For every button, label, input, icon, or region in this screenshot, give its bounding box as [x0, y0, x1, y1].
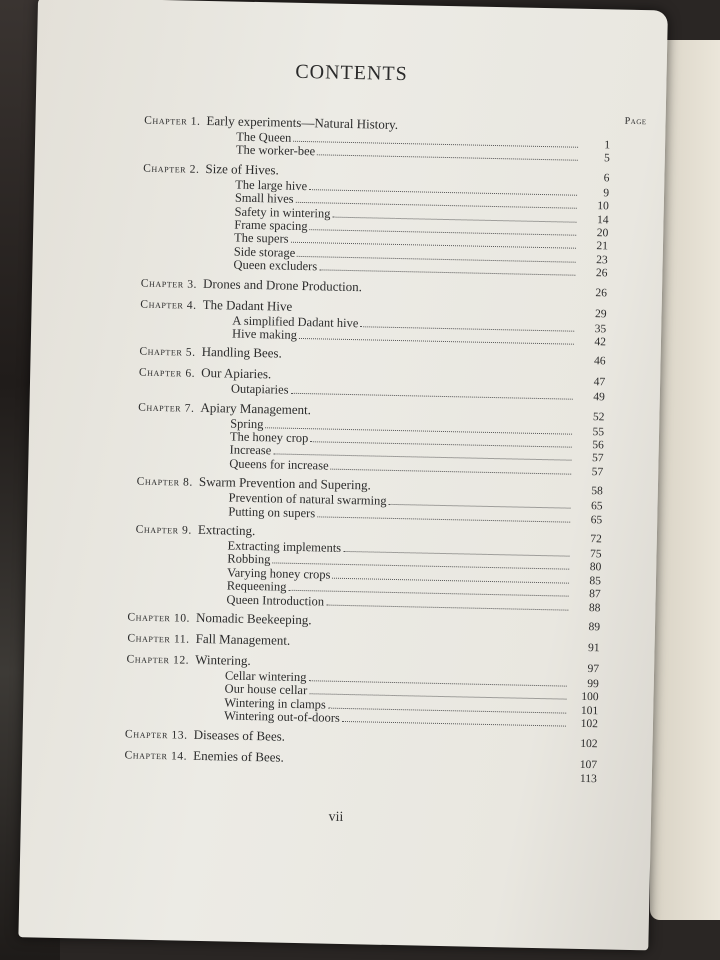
chapter-word: Chapter — [127, 611, 171, 625]
chapter-number: 7. — [184, 402, 195, 415]
chapter-label — [109, 677, 195, 679]
chapter-number: 13. — [171, 728, 188, 742]
chapter-number: 3. — [187, 278, 198, 291]
page-number: 65 — [590, 500, 603, 513]
page-number: 21 — [596, 240, 609, 253]
section-title: Extracting implements — [227, 538, 342, 555]
chapter-label — [118, 239, 204, 241]
page-number: 23 — [596, 253, 608, 267]
chapter-word: Chapter — [136, 475, 180, 489]
section-title: Prevention of natural swarming — [228, 490, 387, 509]
section-title: Queen excluders — [233, 257, 318, 274]
section-title: Increase — [229, 442, 272, 458]
spacer — [193, 773, 567, 781]
chapter-title: Early experiments—Natural History. — [206, 112, 399, 132]
page-number: 97 — [587, 663, 600, 676]
page-number: 6 — [603, 172, 610, 185]
chapter-word: Chapter — [124, 748, 168, 762]
page-number: 52 — [592, 410, 605, 424]
spacer — [311, 414, 574, 420]
chapter-label — [114, 438, 200, 440]
section-title: Frame spacing — [234, 217, 308, 234]
page-number: 46 — [593, 355, 606, 368]
page-number: 80 — [589, 561, 602, 574]
chapter-number: 9. — [181, 524, 193, 537]
chapter-number: 4. — [186, 299, 197, 312]
chapter-label — [113, 465, 199, 467]
section-title: Robbing — [227, 551, 271, 567]
page-title: CONTENTS — [295, 60, 408, 86]
chapter-number: 2. — [189, 163, 200, 176]
dot-leader — [326, 604, 568, 610]
section-title: The worker-bee — [235, 142, 316, 159]
chapter-label — [119, 213, 205, 215]
chapter-label — [114, 452, 200, 454]
page-number — [580, 133, 610, 134]
chapter-label — [108, 728, 194, 743]
spacer — [362, 291, 577, 296]
page-number: 49 — [593, 391, 605, 404]
page-number: 29 — [594, 307, 607, 320]
chapter-number: 12. — [172, 654, 190, 667]
section-title: Spring — [230, 416, 264, 431]
chapter-label — [116, 335, 202, 337]
chapter-label — [117, 266, 203, 268]
chapter-label — [114, 425, 200, 427]
page-number: 56 — [592, 439, 604, 452]
page-number: 99 — [587, 678, 599, 691]
chapter-title: Nomadic Beekeeping. — [195, 609, 312, 628]
chapter-label — [111, 560, 197, 562]
section-title: Our house cellar — [224, 681, 308, 698]
chapter-label — [120, 114, 206, 129]
chapter-word: Chapter — [135, 523, 179, 537]
chapter-title: The Dadant Hive — [202, 296, 293, 314]
page-number: 102 — [580, 718, 599, 731]
page-number: 35 — [594, 322, 607, 335]
page-number: 89 — [588, 621, 601, 634]
section-title: The supers — [233, 230, 289, 247]
chapter-number: 5. — [185, 346, 196, 360]
section-title: Queen Introduction — [226, 592, 325, 609]
chapter-title: Swarm Prevention and Supering. — [198, 474, 371, 493]
chapter-label — [117, 298, 203, 313]
chapter-label — [119, 186, 205, 188]
chapter-label — [109, 690, 195, 692]
chapter-label — [109, 653, 195, 668]
chapter-word: Chapter — [144, 114, 188, 128]
section-title: The Queen — [236, 129, 292, 145]
chapter-label — [119, 199, 205, 201]
page-number: 55 — [592, 425, 605, 439]
chapter-number: 8. — [182, 476, 194, 490]
page-number: 113 — [579, 772, 597, 785]
page-number: 101 — [580, 704, 599, 718]
chapter-label — [112, 513, 198, 515]
spacer — [282, 358, 576, 364]
section-title: Varying honey crops — [226, 565, 331, 582]
chapter-label — [110, 632, 196, 647]
section-title: Small hives — [234, 190, 294, 206]
section-title: Safety in wintering — [234, 204, 331, 221]
chapter-title: Apiary Management. — [200, 399, 312, 417]
chapter-label — [114, 401, 200, 416]
chapter-word: Chapter — [138, 401, 182, 415]
page-number: 1 — [604, 139, 611, 152]
chapter-label — [108, 717, 194, 719]
book-page — [18, 0, 668, 950]
page-number: 20 — [596, 227, 609, 240]
page-number: 42 — [594, 336, 607, 349]
chapter-label — [112, 547, 198, 549]
page-folio: vii — [328, 809, 344, 825]
chapter-label — [112, 523, 198, 538]
section-title: The large hive — [235, 177, 308, 193]
chapter-label — [116, 345, 202, 360]
chapter-label — [118, 253, 204, 255]
chapter-label — [107, 772, 193, 774]
dot-leader — [317, 516, 570, 522]
section-title: Wintering out-of-doors — [223, 708, 340, 726]
chapter-title: Enemies of Bees. — [193, 747, 285, 765]
chapter-title: Fall Management. — [195, 630, 291, 648]
page-number: 10 — [597, 200, 609, 213]
section-title: Requeening — [226, 578, 287, 594]
page-number: 85 — [589, 574, 602, 588]
dot-leader — [331, 468, 572, 474]
page-number: 65 — [590, 513, 603, 526]
dot-leader — [319, 269, 575, 275]
chapter-word: Chapter — [140, 277, 184, 291]
spacer — [398, 129, 580, 133]
section-title: Cellar wintering — [224, 668, 307, 685]
page-number: 14 — [596, 213, 609, 226]
chapter-label — [117, 277, 203, 292]
page-number: 58 — [591, 485, 603, 498]
chapter-title: Our Apiaries. — [201, 365, 272, 382]
page-number: 57 — [591, 465, 604, 479]
chapter-word: Chapter — [124, 727, 169, 741]
chapter-number: 1. — [190, 115, 201, 128]
table-of-contents — [107, 107, 647, 786]
chapter-title: Handling Bees. — [201, 344, 282, 361]
chapter-word: Chapter — [140, 298, 184, 312]
dot-leader — [299, 338, 574, 345]
chapter-label — [107, 749, 193, 764]
chapter-title: Drones and Drone Production. — [202, 275, 363, 294]
chapter-number: 11. — [173, 633, 190, 646]
section-title: Wintering in clamps — [224, 695, 327, 712]
chapter-number: 6. — [185, 367, 196, 381]
chapter-word: Chapter — [138, 366, 183, 380]
spacer — [312, 624, 570, 629]
section-title: A simplified Dadant hive — [232, 313, 359, 330]
page-number: 26 — [595, 267, 608, 280]
chapter-title: Extracting. — [197, 521, 256, 539]
chapter-number: 14. — [170, 749, 188, 763]
section-title: Putting on supers — [228, 504, 316, 520]
section-title: Queens for increase — [229, 456, 329, 473]
chapter-word: Chapter — [126, 653, 170, 667]
chapter-label — [111, 587, 197, 589]
spacer — [371, 490, 573, 494]
page-number: 75 — [589, 548, 602, 561]
chapter-title: Diseases of Bees. — [193, 726, 286, 744]
dot-leader — [342, 721, 566, 727]
chapter-word: Chapter — [139, 345, 183, 359]
chapter-label — [118, 226, 204, 228]
spacer — [290, 645, 569, 651]
page-number: 87 — [589, 588, 601, 601]
page-number: 91 — [587, 642, 600, 655]
chapter-word: Chapter — [143, 162, 187, 176]
dot-leader — [290, 393, 572, 400]
chapter-label — [113, 499, 199, 501]
page-column-heading: Page — [624, 115, 647, 128]
section-title: Side storage — [233, 244, 296, 260]
page-number: 5 — [603, 152, 610, 165]
section-title: The honey crop — [229, 429, 309, 446]
chapter-label — [115, 390, 201, 392]
chapter-label — [115, 366, 201, 381]
chapter-label — [120, 138, 206, 140]
page-number: 72 — [590, 533, 602, 546]
section-title: Outapiaries — [230, 381, 289, 398]
dot-leader — [317, 155, 578, 161]
page-number: 57 — [591, 452, 604, 465]
chapter-word: Chapter — [127, 632, 171, 646]
chapter-label — [110, 611, 196, 626]
page-number: 102 — [580, 737, 598, 750]
page-number: 100 — [581, 691, 599, 704]
chapter-number: 10. — [173, 612, 191, 625]
page-number: 107 — [579, 758, 598, 771]
spacer — [285, 740, 568, 746]
chapter-label — [108, 704, 194, 706]
chapter-title: Size of Hives. — [205, 160, 279, 178]
section-title: Hive making — [231, 326, 298, 342]
chapter-label — [110, 601, 196, 603]
page-number: 47 — [593, 376, 606, 389]
chapter-label — [116, 322, 202, 324]
chapter-label — [120, 152, 206, 154]
page-number: 26 — [595, 286, 608, 299]
page-number: 9 — [603, 187, 610, 200]
chapter-label — [113, 475, 199, 490]
chapter-title: Wintering. — [195, 651, 251, 668]
chapter-label — [111, 574, 197, 576]
chapter-label — [119, 162, 205, 177]
page-number: 88 — [588, 601, 601, 614]
